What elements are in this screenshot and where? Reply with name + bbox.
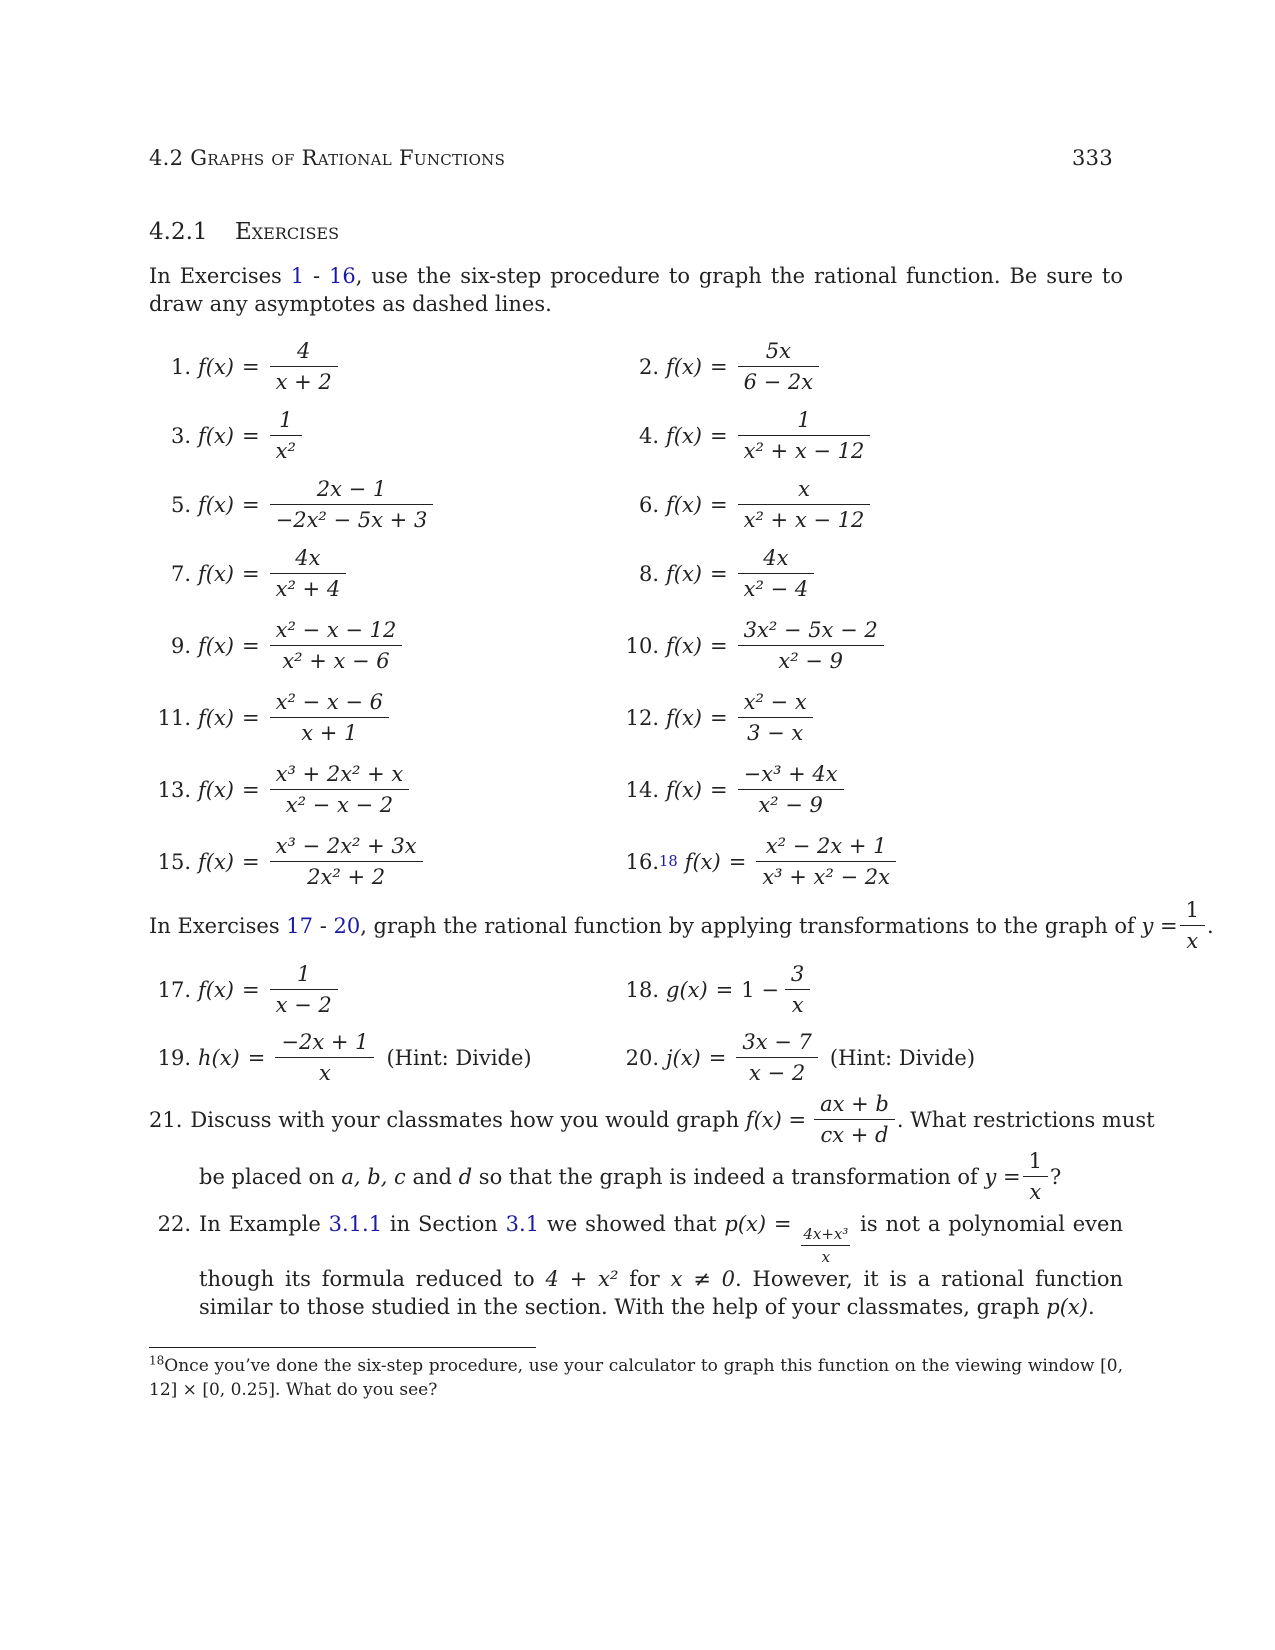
fraction-numerator: 1 — [297, 962, 311, 986]
exercise-3 — [149, 408, 304, 463]
exercise-6 — [617, 477, 872, 532]
exercise-number: 11. — [157, 705, 191, 730]
function-name: f(x) — [666, 777, 703, 802]
fraction-numerator: −2x + 1 — [281, 1030, 369, 1054]
fraction-numerator: x² − 2x + 1 — [765, 834, 887, 858]
fraction-denominator: x — [275, 1057, 374, 1085]
fraction — [738, 408, 871, 463]
fraction — [270, 477, 434, 532]
exercise-number: 1. — [170, 354, 191, 379]
exercise-21-denominator: cx + d — [814, 1119, 895, 1147]
function-name: f(x) — [198, 849, 235, 874]
fraction — [270, 546, 347, 601]
fraction-numerator: −x³ + 4x — [743, 762, 838, 786]
exercise-21-text4: so that the graph is indeed a transformation of — [472, 1164, 985, 1189]
fraction — [738, 618, 884, 673]
exercise-11 — [149, 690, 391, 745]
fraction — [270, 618, 403, 673]
exercise-number: 18. — [625, 977, 659, 1002]
intro-paragraph-1 — [149, 262, 1123, 318]
exercise-22-text1: In Example — [199, 1212, 329, 1236]
equals-sign: = — [710, 354, 728, 379]
link-exercise-1[interactable]: 1 — [290, 264, 305, 288]
exercise-number: 5. — [170, 492, 191, 517]
fraction — [738, 339, 820, 394]
intro1-prefix: In Exercises — [149, 264, 291, 288]
intro2-frac-denominator: x — [1180, 925, 1205, 953]
fraction-denominator: 6 − 2x — [738, 366, 820, 394]
link-exercise-16[interactable]: 16 — [328, 264, 356, 288]
function-name: g(x) — [666, 977, 708, 1002]
function-name: j(x) — [666, 1045, 701, 1070]
equals-sign: = — [242, 354, 260, 379]
function-name: f(x) — [666, 705, 703, 730]
equals-sign: = — [710, 777, 728, 802]
fraction-denominator: x² + x − 12 — [738, 504, 871, 532]
exercise-21-numerator: ax + b — [820, 1092, 889, 1116]
function-name: f(x) — [198, 423, 235, 448]
fraction — [275, 1030, 374, 1085]
fraction-numerator: x³ − 2x² + 3x — [275, 834, 417, 858]
exercise-21-number: 21. — [149, 1107, 183, 1132]
running-header: 4.2 Graphs of Rational Functions — [149, 146, 506, 170]
fraction-numerator: x — [798, 477, 810, 501]
exercise-22-fraction — [801, 1226, 850, 1265]
fraction-numerator: x³ + 2x² + x — [275, 762, 404, 786]
exercise-21-frac2-numerator: 1 — [1028, 1149, 1043, 1173]
exercise-22-expr3: p(x) — [1046, 1295, 1088, 1319]
function-name: f(x) — [198, 561, 235, 586]
function-name: f(x) — [666, 561, 703, 586]
section-heading — [149, 219, 339, 245]
intro2-fraction — [1180, 898, 1205, 953]
exercise-22-p-equals: p(x) = — [724, 1212, 792, 1236]
exercise-21-frac2-denominator: x — [1023, 1176, 1048, 1204]
fraction-numerator: 3x² − 5x − 2 — [743, 618, 878, 642]
exercise-number: 19. — [157, 1045, 191, 1070]
equals-sign: = — [247, 1045, 266, 1070]
exercise-number: 17. — [157, 977, 191, 1002]
equals-sign: = — [710, 492, 728, 517]
fraction — [270, 762, 410, 817]
fraction-denominator: x² − 4 — [738, 573, 815, 601]
fraction-numerator: 4 — [297, 339, 311, 363]
exercise-9 — [149, 618, 404, 673]
exercise-number: 9. — [170, 633, 191, 658]
exercise-18 — [617, 962, 812, 1017]
equals-sign: = — [728, 849, 747, 874]
exercise-number: 14. — [625, 777, 659, 802]
fraction — [756, 834, 896, 889]
link-exercise-20[interactable]: 20 — [333, 913, 361, 938]
fraction-denominator: x − 2 — [736, 1057, 818, 1085]
equals-sign: = — [242, 705, 260, 730]
equals-sign: = — [242, 561, 260, 586]
exercise-number: 20. — [625, 1045, 659, 1070]
fraction-denominator: x² + 4 — [270, 573, 347, 601]
exercise-number: 7. — [170, 561, 191, 586]
link-exercise-17[interactable]: 17 — [286, 913, 314, 938]
fraction — [736, 1030, 818, 1085]
fraction — [738, 690, 813, 745]
exercise-number: 6. — [638, 492, 659, 517]
fraction-denominator: −2x² − 5x + 3 — [270, 504, 434, 532]
fraction-numerator: x² − x − 6 — [275, 690, 383, 714]
fraction-denominator: x² − 9 — [738, 789, 844, 817]
exercise-16: 16. 18 f(x) = $\frac{\text{x² − 2x + 1}}{\text{x³ + x² − 2x}}$ — [617, 834, 898, 889]
intro2-dash: - — [313, 913, 334, 938]
fraction-denominator: x³ + x² − 2x — [756, 861, 896, 889]
fraction-numerator: 2x − 1 — [316, 477, 387, 501]
equals-sign: = — [242, 777, 260, 802]
fraction-denominator: x² + x − 12 — [738, 435, 871, 463]
exercise-20 — [617, 1030, 975, 1085]
fraction-denominator: x — [785, 989, 810, 1017]
fraction-denominator: 2x² + 2 — [270, 861, 423, 889]
fraction-numerator: x² − x — [743, 690, 807, 714]
function-name: f(x) — [666, 354, 703, 379]
function-name: h(x) — [198, 1045, 240, 1070]
exercise-22-numerator: 4x+x³ — [803, 1225, 849, 1243]
fraction-numerator: 3 — [790, 962, 805, 986]
section-number: 4.2.1 — [149, 219, 208, 245]
function-name: f(x) — [666, 423, 703, 448]
equals-sign: = — [710, 633, 728, 658]
exercise-22-text5: for — [618, 1267, 671, 1291]
function-name: f(x) — [666, 492, 703, 517]
exercise-22-expr2: x ≠ 0 — [670, 1267, 736, 1291]
exercise-21-text1: Discuss with your classmates how you would graph — [190, 1107, 740, 1132]
exercise-21-lhs: f(x) = — [745, 1107, 807, 1132]
intro2-prefix: In Exercises — [149, 913, 280, 938]
fraction-denominator: x² − 9 — [738, 645, 884, 673]
intro-paragraph-2 — [149, 898, 1214, 953]
exercise-21-frac2 — [1023, 1149, 1048, 1204]
exercise-22-text3: we showed that — [539, 1212, 725, 1236]
intro2-suffix: , graph the rational function by applying transformations to the graph of — [360, 913, 1135, 938]
exercise-number: 15. — [157, 849, 191, 874]
fraction — [270, 834, 423, 889]
equals-sign: = — [242, 492, 260, 517]
fraction — [738, 762, 844, 817]
function-name: f(x) — [198, 354, 235, 379]
exercise-12 — [617, 690, 815, 745]
equals-sign: = — [708, 1045, 727, 1070]
exercise-21-text3: be placed on — [199, 1164, 335, 1189]
equals-sign: = — [242, 849, 260, 874]
exercise-number: 16. — [625, 849, 659, 874]
intro2-end: . — [1207, 913, 1214, 938]
equals-sign: = — [715, 977, 734, 1002]
function-name: f(x) — [198, 633, 235, 658]
fraction-denominator: x + 1 — [270, 717, 389, 745]
fraction — [270, 690, 389, 745]
expression-prefix: 1 − — [741, 977, 779, 1002]
exercise-17 — [149, 962, 340, 1017]
exercise-21-text2: . What restrictions must — [896, 1107, 1155, 1132]
equals-sign: = — [710, 561, 728, 586]
exercise-22 — [149, 1210, 1123, 1321]
exercise-8 — [617, 546, 816, 601]
exercise-15 — [149, 834, 425, 889]
fraction-numerator: 4x — [763, 546, 789, 570]
fraction — [270, 962, 338, 1017]
section-title: Exercises — [235, 219, 340, 245]
exercise-22-text4: is not a polynomial even though its formula reduced to — [199, 1212, 1123, 1291]
footnote-mark: 18 — [149, 1353, 165, 1368]
function-name: f(x) — [198, 492, 235, 517]
exercise-14 — [617, 762, 846, 817]
exercise-number: 13. — [157, 777, 191, 802]
exercise-21-line1 — [149, 1092, 1155, 1147]
exercise-22-body — [199, 1210, 1123, 1321]
equals-sign: = — [710, 705, 728, 730]
intro2-frac-numerator: 1 — [1185, 898, 1200, 922]
exercise-21-y-equals: y = — [984, 1164, 1021, 1189]
exercise-21 — [149, 1092, 1155, 1204]
fraction-denominator: x² — [270, 435, 302, 463]
equals-sign: = — [710, 423, 728, 448]
hint-text: (Hint: Divide) — [386, 1045, 532, 1070]
exercise-number: 8. — [638, 561, 659, 586]
exercise-13 — [149, 762, 411, 817]
exercise-19 — [149, 1030, 532, 1085]
exercise-21-end: ? — [1050, 1164, 1062, 1189]
page-number: 333 — [1072, 146, 1113, 170]
fraction — [738, 477, 871, 532]
function-name: f(x) — [198, 777, 235, 802]
equals-sign: = — [242, 423, 260, 448]
fraction — [785, 962, 810, 1017]
function-name: f(x) — [198, 977, 235, 1002]
footnote-text: Once you’ve done the six-step procedure, use your calculator to graph this function on the viewing window [0, 12] × [0, 0.25]. What do you see? — [149, 1356, 1123, 1400]
exercise-21-var-d: d — [458, 1164, 473, 1189]
intro1-suffix: , use the six-step procedure to graph the rational function. Be sure to draw any asymptotes as dashed lines. — [149, 264, 1123, 316]
footnote-rule — [149, 1347, 536, 1348]
exercise-21-and: and — [405, 1164, 459, 1189]
exercise-7 — [149, 546, 348, 601]
fraction-numerator: 1 — [279, 408, 293, 432]
fraction-denominator: x − 2 — [270, 989, 338, 1017]
fraction — [270, 408, 302, 463]
fraction-numerator: 4x — [295, 546, 321, 570]
fraction-denominator: x + 2 — [270, 366, 338, 394]
exercise-number: 10. — [625, 633, 659, 658]
exercise-5 — [149, 477, 435, 532]
fraction — [270, 339, 338, 394]
intro1-dash: - — [304, 264, 329, 288]
hint-text: (Hint: Divide) — [829, 1045, 976, 1070]
fraction — [738, 546, 815, 601]
equals-sign: = — [242, 977, 260, 1002]
function-name: f(x) — [666, 633, 703, 658]
exercise-21-line2 — [149, 1149, 1123, 1204]
fraction-numerator: x² − x − 12 — [275, 618, 397, 642]
fraction-numerator: 5x — [765, 339, 791, 363]
exercise-22-text2: in Section — [382, 1212, 506, 1236]
fraction-denominator: 3 − x — [738, 717, 813, 745]
equals-sign: = — [242, 633, 260, 658]
exercise-number: 2. — [638, 354, 659, 379]
exercise-4 — [617, 408, 872, 463]
exercise-22-text7: . — [1087, 1295, 1095, 1319]
exercise-22-denominator: x — [801, 1245, 850, 1265]
fraction-denominator: x² − x − 2 — [270, 789, 410, 817]
exercise-21-vars: a, b, c — [341, 1164, 406, 1189]
exercise-22-text6: . However, it is a rational function similar to those studied in the section. With the help of your classmates, graph — [199, 1267, 1124, 1319]
exercise-number: 12. — [625, 705, 659, 730]
exercise-1 — [149, 339, 340, 394]
link-section-3-1[interactable]: 3.1 — [505, 1212, 540, 1236]
exercise-22-number: 22. — [157, 1212, 191, 1236]
exercise-number: 3. — [170, 423, 191, 448]
function-name: f(x) — [198, 705, 235, 730]
link-example-3-1-1[interactable]: 3.1.1 — [328, 1212, 383, 1236]
exercise-21-fraction — [814, 1092, 895, 1147]
fraction-numerator: 3x − 7 — [742, 1030, 812, 1054]
exercise-22-expr1: 4 + x² — [545, 1267, 619, 1291]
fraction-denominator: x² + x − 6 — [270, 645, 403, 673]
fraction-numerator: 1 — [797, 408, 811, 432]
exercise-2 — [617, 339, 821, 394]
footnote — [149, 1354, 1123, 1402]
exercise-10 — [617, 618, 886, 673]
function-name: f(x) — [684, 849, 721, 874]
exercise-number: 4. — [638, 423, 659, 448]
intro2-y-equals: y = — [1141, 913, 1178, 938]
